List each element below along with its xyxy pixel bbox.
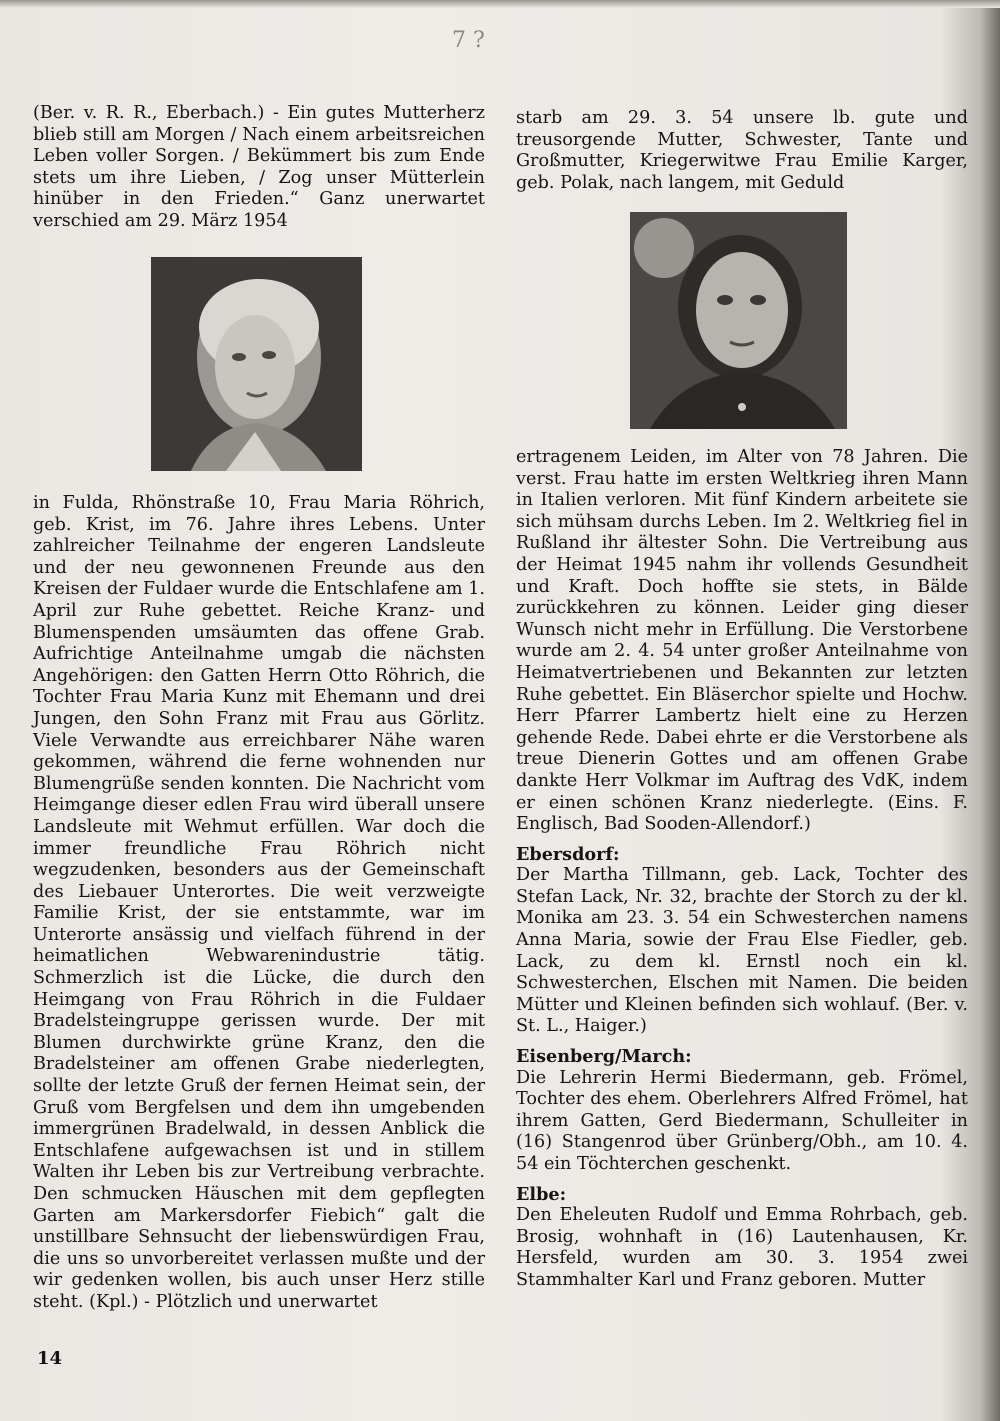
page-top-mark: 7 ?: [452, 28, 485, 53]
section-text-ebersdorf: Der Martha Tillmann, geb. Lack, Tochter des Stefan Lack, Nr. 32, brachte der Storch zu der kl. Monika am 23. 3. 54 ein Schwesterchen namens Anna Maria, sowie der Frau Else Fiedler, geb. Lack, zu dem kl. Ernstl noch ein kl. Schwesterchen, Elschen mit Namen. Die beiden Mütter und Kleinen befinden sich wohlauf. (Ber. v. St. L., Haiger.): [516, 865, 968, 1037]
scan-edge-shadow: [0, 0, 1000, 8]
right-main-paragraph: ertragenem Leiden, im Alter von 78 Jahren. Die verst. Frau hatte im ersten Weltkrieg ihren Mann in Italien verloren. Mit fünf Kindern arbeitete sie sich mühsam durchs Leben. Im 2. Weltkrieg fiel in Rußland ihr ältester Sohn. Die Vertreibung aus der Heimat 1945 nahm ihr vollends Gesundheit und Kraft. Doch hoffte sie stets, in Bälde zurückkehren zu können. Leider ging dieser Wunsch nicht mehr in Erfüllung. Die Verstorbene wurde am 2. 4. 54 unter großer Anteilnahme von Heimatvertriebenen und Bekannten zur letzten Ruhe gebettet. Ein Bläserchor spielte und Hochw. Herr Pfarrer Lambertz hielt eine zu Herzen gehende Rede. Dabei ehrte er die Verstorbene als treue Dienerin Gottes und am offenen Grabe dankte Herr Volkmar im Auftrag des VdK, indem er einen schönen Kranz niederlegte. (Eins. F. Englisch, Bad Sooden-Allendorf.): [516, 447, 968, 835]
right-top-paragraph: starb am 29. 3. 54 unsere lb. gute und treusorgende Mutter, Schwester, Tante und Großmutter, Kriegerwitwe Frau Emilie Karger, geb. Polak, nach langem, mit Geduld: [516, 108, 968, 193]
portrait-photo-right: [630, 212, 847, 429]
right-column-main: [516, 447, 968, 1292]
left-column-top: [33, 103, 485, 233]
page-number: 14: [37, 1348, 63, 1369]
section-heading-eisenberg: Eisenberg/March:: [516, 1046, 692, 1068]
portrait-photo-emilie-karger-icon: [630, 212, 847, 429]
section-text-eisenberg: Die Lehrerin Hermi Biedermann, geb. Frömel, Tochter des ehem. Oberlehrers Alfred Frömel, hat ihrem Gatten, Gerd Biedermann, Schulleiter in (16) Stangenrod über Grünberg/Obh., am 10. 4. 54 ein Töchterchen geschenkt.: [516, 1067, 968, 1174]
section-heading-elbe: Elbe:: [516, 1183, 567, 1205]
portrait-photo-left: [151, 257, 362, 471]
left-top-paragraph: (Ber. v. R. R., Eberbach.) - Ein gutes Mutterherz blieb still am Morgen / Nach einem arbeitsreichen Leben voller Sorgen. / Bekümmert bis zum Ende stets um ihre Lieben, / Zog unser Mütterlein hinüber in den Frieden.“ Ganz unerwartet verschied am 29. März 1954: [33, 103, 485, 231]
left-column-main: [33, 493, 485, 1314]
section-heading-ebersdorf: Ebersdorf:: [516, 843, 620, 865]
right-column-top: [516, 108, 968, 194]
portrait-photo-maria-roehrich-icon: [151, 257, 362, 471]
section-text-elbe: Den Eheleuten Rudolf und Emma Rohrbach, geb. Brosig, wohnhaft in (16) Lautenhausen, Kr. Hersfeld, wurden am 30. 3. 1954 zwei Stammhalter Karl und Franz geboren. Mutter: [516, 1205, 968, 1290]
left-main-paragraph: in Fulda, Rhönstraße 10, Frau Maria Röhrich, geb. Krist, im 76. Jahre ihres Lebens. Unter zahlreicher Teilnahme der engeren Landsleute und der neu gewonnenen Freunde aus den Kreisen der Fuldaer wurde die Entschlafene am 1. April zur Ruhe gebettet. Reiche Kranz- und Blumenspenden umsäumten das offene Grab. Aufrichtige Anteilnahme umgab die nächsten Angehörigen: den Gatten Herrn Otto Röhrich, die Tochter Frau Maria Kunz mit Ehemann und drei Jungen, den Sohn Franz mit Frau aus Görlitz. Viele Verwandte aus erreichbarer Nähe waren gekommen, während die ferne wohnenden nur Blumengrüße senden konnten. Die Nachricht vom Heimgange dieser edlen Frau wird überall unsere Landsleute mit Wehmut erfüllen. War doch die immer freundliche Frau Röhrich nicht wegzudenken, besonders aus der Gemeinschaft des Liebauer Unterortes. Die weit verzweigte Familie Krist, der sie entstammte, war im Unterorte ansässig und vielfach führend in der heimatlichen Webwarenindustrie tätig. Schmerzlich ist die Lücke, die durch den Heimgang von Frau Röhrich in die Fuldaer Bradelsteingruppe gerissen wurde. Der mit Blumen durchwirkte grüne Kranz, den die Bradelsteiner am offenen Grabe niederlegten, sollte der letzte Gruß der fernen Heimat sein, der Gruß vom Bergfelsen und dem ihn umgebenden immergrünen Bradelwald, in dessen Anblick die Entschlafene aufgewachsen ist und in stillem Walten ihr Leben bis zur Vertreibung verbrachte. Den schmucken Häuschen mit dem gepflegten Garten am Markersdorfer Fiebich“ galt die unstillbare Sehnsucht der liebenswürdigen Frau, die uns so unvorbereitet verlassen mußte und der wir gedenken wollen, bis auch unser Herz stille steht. (Kpl.) - Plötzlich und unerwartet: [33, 493, 485, 1312]
